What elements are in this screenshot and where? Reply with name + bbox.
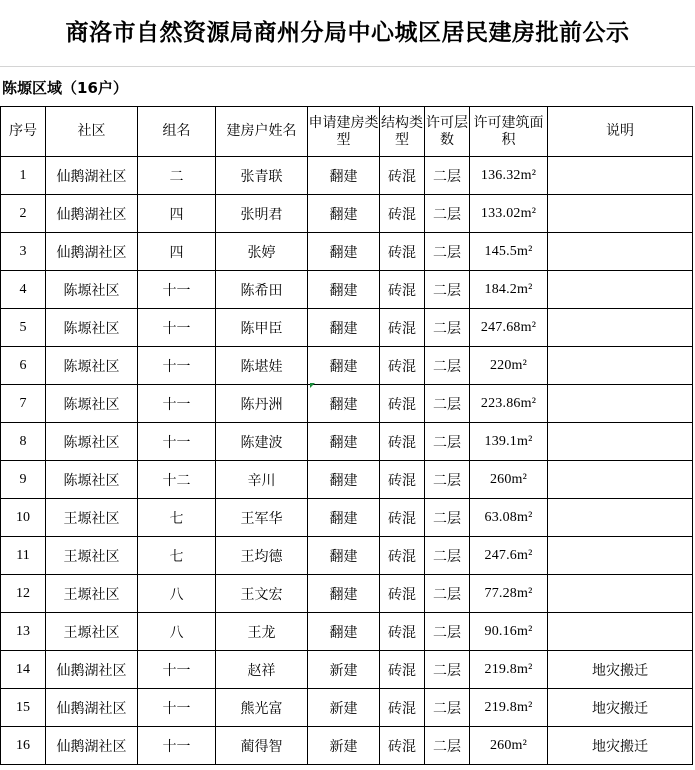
cell-seq: 13 <box>1 613 46 651</box>
cell-name: 赵祥 <box>216 651 308 689</box>
cell-group: 四 <box>138 195 216 233</box>
cell-community: 陈塬社区 <box>46 309 138 347</box>
table-row <box>1 385 693 423</box>
table-row <box>1 271 693 309</box>
cell-note <box>548 461 693 499</box>
cell-name: 陈丹洲 <box>216 385 308 423</box>
table-row <box>1 613 693 651</box>
cell-area: 145.5m² <box>470 233 548 271</box>
cell-apply-type: 翻建 <box>308 423 380 461</box>
table-row <box>1 309 693 347</box>
cell-community: 仙鹅湖社区 <box>46 195 138 233</box>
cell-floors: 二层 <box>425 347 470 385</box>
cell-floors: 二层 <box>425 157 470 195</box>
cell-note <box>548 499 693 537</box>
cell-apply-type: 翻建 <box>308 385 380 423</box>
cell-area: 247.6m² <box>470 537 548 575</box>
cell-note <box>548 613 693 651</box>
table-row <box>1 423 693 461</box>
cell-seq: 8 <box>1 423 46 461</box>
cell-community: 王塬社区 <box>46 499 138 537</box>
cell-area: 220m² <box>470 347 548 385</box>
cell-structure: 砖混 <box>380 271 425 309</box>
cell-area: 260m² <box>470 727 548 765</box>
cell-name: 张明君 <box>216 195 308 233</box>
header-area: 许可建筑面积 <box>470 107 548 157</box>
cell-area: 90.16m² <box>470 613 548 651</box>
cell-seq: 9 <box>1 461 46 499</box>
cell-note <box>548 271 693 309</box>
region-subtitle: 陈塬区域（16户） <box>2 79 128 97</box>
cell-structure: 砖混 <box>380 651 425 689</box>
header-seq: 序号 <box>1 107 46 157</box>
cell-floors: 二层 <box>425 499 470 537</box>
cell-note: 地灾搬迁 <box>548 651 693 689</box>
table-row <box>1 499 693 537</box>
cell-group: 八 <box>138 613 216 651</box>
cell-apply-type: 翻建 <box>308 613 380 651</box>
cell-area: 260m² <box>470 461 548 499</box>
cell-name: 张青联 <box>216 157 308 195</box>
table-row <box>1 689 693 727</box>
cell-floors: 二层 <box>425 537 470 575</box>
cell-structure: 砖混 <box>380 309 425 347</box>
header-group: 组名 <box>138 107 216 157</box>
cell-group: 十一 <box>138 727 216 765</box>
header-note: 说明 <box>548 107 693 157</box>
cell-floors: 二层 <box>425 727 470 765</box>
cell-group: 十一 <box>138 689 216 727</box>
cell-note <box>548 423 693 461</box>
table-row <box>1 727 693 765</box>
page-title: 商洛市自然资源局商州分局中心城区居民建房批前公示 <box>65 20 630 46</box>
cell-seq: 15 <box>1 689 46 727</box>
cell-seq: 3 <box>1 233 46 271</box>
cell-apply-type: 翻建 <box>308 309 380 347</box>
cell-community: 陈塬社区 <box>46 271 138 309</box>
cell-structure: 砖混 <box>380 461 425 499</box>
cell-floors: 二层 <box>425 309 470 347</box>
cell-note <box>548 347 693 385</box>
cell-name: 蔺得智 <box>216 727 308 765</box>
cell-apply-type: 翻建 <box>308 271 380 309</box>
cell-structure: 砖混 <box>380 537 425 575</box>
cell-area: 133.02m² <box>470 195 548 233</box>
cell-structure: 砖混 <box>380 195 425 233</box>
cell-name: 王文宏 <box>216 575 308 613</box>
cell-group: 十一 <box>138 271 216 309</box>
cell-area: 77.28m² <box>470 575 548 613</box>
cell-note <box>548 575 693 613</box>
cell-group: 十一 <box>138 651 216 689</box>
cell-structure: 砖混 <box>380 499 425 537</box>
cell-community: 仙鹅湖社区 <box>46 727 138 765</box>
cell-note <box>548 233 693 271</box>
cell-area: 219.8m² <box>470 689 548 727</box>
cell-floors: 二层 <box>425 613 470 651</box>
cell-structure: 砖混 <box>380 423 425 461</box>
cell-structure: 砖混 <box>380 385 425 423</box>
table-row <box>1 537 693 575</box>
table-body <box>1 157 693 765</box>
cell-name: 王龙 <box>216 613 308 651</box>
cell-area: 63.08m² <box>470 499 548 537</box>
cell-seq: 12 <box>1 575 46 613</box>
cell-structure: 砖混 <box>380 347 425 385</box>
cell-apply-type: 翻建 <box>308 499 380 537</box>
cell-area: 184.2m² <box>470 271 548 309</box>
cell-community: 仙鹅湖社区 <box>46 689 138 727</box>
cell-apply-type: 翻建 <box>308 157 380 195</box>
header-structure: 结构类型 <box>380 107 425 157</box>
cell-name: 陈建波 <box>216 423 308 461</box>
cell-floors: 二层 <box>425 423 470 461</box>
cell-comment-marker <box>310 383 315 388</box>
cell-floors: 二层 <box>425 271 470 309</box>
header-apply-type: 申请建房类型 <box>308 107 380 157</box>
header-row <box>1 107 693 157</box>
cell-apply-type: 新建 <box>308 689 380 727</box>
table-row <box>1 233 693 271</box>
cell-apply-type: 翻建 <box>308 347 380 385</box>
cell-group: 十二 <box>138 461 216 499</box>
table-row <box>1 575 693 613</box>
cell-name: 熊光富 <box>216 689 308 727</box>
cell-community: 王塬社区 <box>46 575 138 613</box>
cell-community: 陈塬社区 <box>46 347 138 385</box>
cell-seq: 4 <box>1 271 46 309</box>
cell-floors: 二层 <box>425 233 470 271</box>
housing-permit-table <box>0 106 693 765</box>
cell-note <box>548 157 693 195</box>
cell-apply-type: 翻建 <box>308 195 380 233</box>
cell-apply-type: 新建 <box>308 651 380 689</box>
cell-apply-type: 新建 <box>308 727 380 765</box>
cell-area: 139.1m² <box>470 423 548 461</box>
cell-floors: 二层 <box>425 195 470 233</box>
cell-group: 七 <box>138 499 216 537</box>
cell-structure: 砖混 <box>380 233 425 271</box>
cell-note <box>548 195 693 233</box>
cell-floors: 二层 <box>425 385 470 423</box>
sheet-gridline <box>0 66 695 67</box>
cell-apply-type: 翻建 <box>308 461 380 499</box>
table-row <box>1 195 693 233</box>
cell-group: 四 <box>138 233 216 271</box>
header-name: 建房户姓名 <box>216 107 308 157</box>
table-row <box>1 461 693 499</box>
cell-group: 十一 <box>138 423 216 461</box>
cell-group: 十一 <box>138 309 216 347</box>
cell-community: 陈塬社区 <box>46 461 138 499</box>
cell-name: 王军华 <box>216 499 308 537</box>
cell-floors: 二层 <box>425 651 470 689</box>
cell-structure: 砖混 <box>380 157 425 195</box>
cell-name: 辛川 <box>216 461 308 499</box>
cell-note <box>548 309 693 347</box>
cell-community: 陈塬社区 <box>46 423 138 461</box>
cell-apply-type: 翻建 <box>308 575 380 613</box>
cell-area: 219.8m² <box>470 651 548 689</box>
cell-community: 仙鹅湖社区 <box>46 157 138 195</box>
cell-community: 陈塬社区 <box>46 385 138 423</box>
cell-apply-type: 翻建 <box>308 537 380 575</box>
cell-area: 136.32m² <box>470 157 548 195</box>
cell-structure: 砖混 <box>380 727 425 765</box>
cell-seq: 16 <box>1 727 46 765</box>
cell-name: 王均德 <box>216 537 308 575</box>
cell-structure: 砖混 <box>380 689 425 727</box>
cell-community: 仙鹅湖社区 <box>46 233 138 271</box>
cell-group: 八 <box>138 575 216 613</box>
cell-floors: 二层 <box>425 461 470 499</box>
cell-note <box>548 385 693 423</box>
cell-seq: 1 <box>1 157 46 195</box>
cell-group: 十一 <box>138 385 216 423</box>
cell-group: 七 <box>138 537 216 575</box>
cell-floors: 二层 <box>425 689 470 727</box>
cell-community: 王塬社区 <box>46 537 138 575</box>
cell-seq: 14 <box>1 651 46 689</box>
cell-community: 仙鹅湖社区 <box>46 651 138 689</box>
header-community: 社区 <box>46 107 138 157</box>
cell-note <box>548 537 693 575</box>
table-row <box>1 651 693 689</box>
cell-seq: 5 <box>1 309 46 347</box>
cell-seq: 7 <box>1 385 46 423</box>
cell-seq: 2 <box>1 195 46 233</box>
cell-area: 247.68m² <box>470 309 548 347</box>
cell-floors: 二层 <box>425 575 470 613</box>
cell-seq: 10 <box>1 499 46 537</box>
header-floors: 许可层数 <box>425 107 470 157</box>
cell-name: 陈甲臣 <box>216 309 308 347</box>
cell-seq: 6 <box>1 347 46 385</box>
cell-group: 十一 <box>138 347 216 385</box>
cell-group: 二 <box>138 157 216 195</box>
cell-apply-type: 翻建 <box>308 233 380 271</box>
cell-name: 陈堪娃 <box>216 347 308 385</box>
cell-structure: 砖混 <box>380 575 425 613</box>
cell-note: 地灾搬迁 <box>548 727 693 765</box>
cell-community: 王塬社区 <box>46 613 138 651</box>
cell-area: 223.86m² <box>470 385 548 423</box>
table-row <box>1 157 693 195</box>
cell-note: 地灾搬迁 <box>548 689 693 727</box>
table-row <box>1 347 693 385</box>
cell-name: 陈希田 <box>216 271 308 309</box>
cell-seq: 11 <box>1 537 46 575</box>
cell-structure: 砖混 <box>380 613 425 651</box>
cell-name: 张婷 <box>216 233 308 271</box>
